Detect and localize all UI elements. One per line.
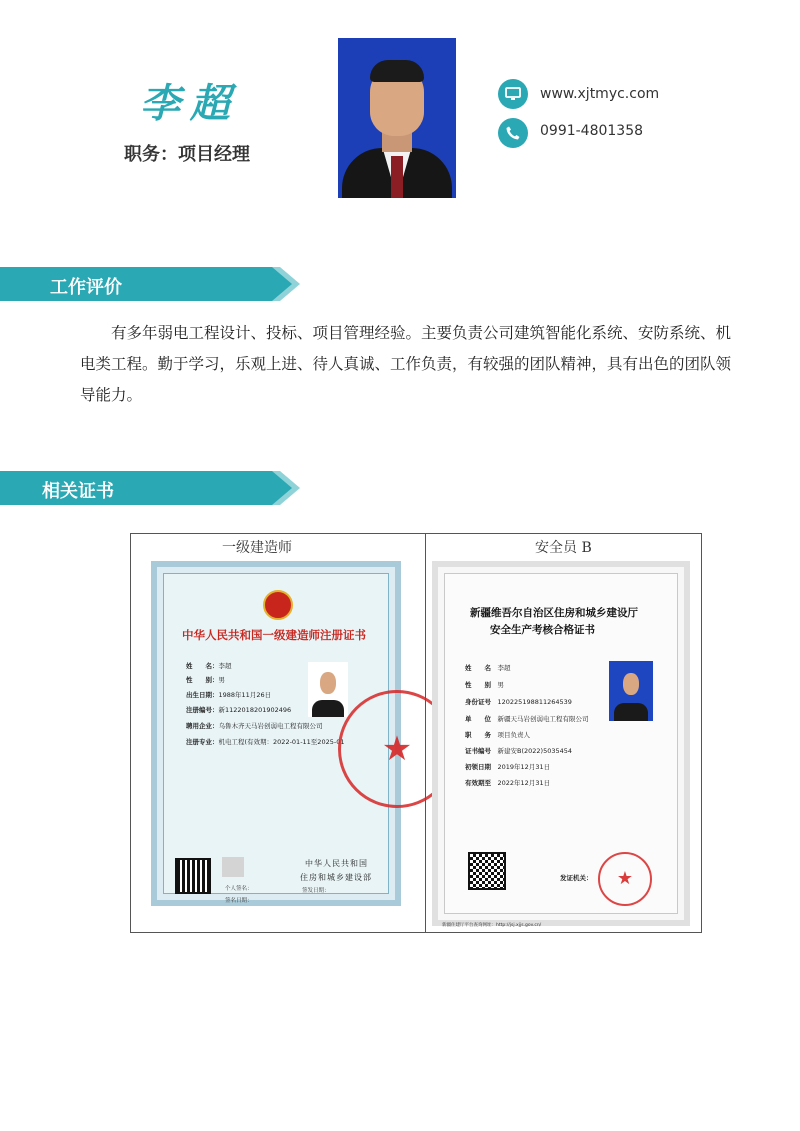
cert1-row-company: 聘用企业：乌鲁木齐天马岩创弱电工程有限公司 <box>186 722 323 730</box>
cert2-photo <box>609 661 653 721</box>
website-text: www.xjtmyc.com <box>540 86 660 102</box>
cert2-row-issue: 初领日期 2019年12月31日 <box>465 763 551 771</box>
cert2-row-gender: 性 别 男 <box>465 681 504 689</box>
cert2-official-seal: ★ <box>598 852 652 906</box>
cert2-issuer-label: 发证机关： <box>560 874 593 882</box>
cert2-caption: 安全员 B <box>535 540 592 556</box>
cert2-row-valid: 有效期至 2022年12月31日 <box>465 779 551 787</box>
phone-icon <box>498 118 528 148</box>
profile-photo <box>338 38 456 198</box>
cert2-row-duty: 职 务 项目负责人 <box>465 731 530 739</box>
cert2-row-name: 姓 名 李超 <box>465 664 511 672</box>
phone-text: 0991-4801358 <box>540 123 644 139</box>
cert2-row-unit: 单 位 新疆天马岩创弱电工程有限公司 <box>465 715 589 723</box>
cert2-footer: 新疆住建厅平台查询网址：http://jsj.xjjs.gov.cn/ <box>442 923 542 928</box>
cert2-title-1: 新疆维吾尔自治区住房和城乡建设厅 <box>470 607 638 619</box>
monitor-icon <box>498 79 528 109</box>
cert1-signature-image <box>222 857 244 877</box>
cert1-qr-code <box>175 858 211 894</box>
cert1-sign-label: 个人签名： <box>225 886 253 892</box>
section-title-evaluation: 工作评价 <box>50 277 122 298</box>
cert1-issue-date-label: 签发日期： <box>302 888 330 894</box>
cert2-title-2: 安全生产考核合格证书 <box>490 624 595 636</box>
cert1-sign-date-label: 签名日期： <box>225 898 253 904</box>
cert2-row-id: 身份证号 120225198811264539 <box>465 698 572 706</box>
cert1-row-major: 注册专业：机电工程(有效期：2022-01-11至2025-01 <box>186 738 345 746</box>
person-name: 李超 <box>140 80 240 127</box>
cert1-title: 中华人民共和国一级建造师注册证书 <box>182 628 366 642</box>
section-banner-evaluation <box>0 267 292 301</box>
cert1-caption: 一级建造师 <box>222 540 292 556</box>
cert1-row-reg: 注册编号：新1122018201902496 <box>186 706 292 714</box>
cert2-row-cert-no: 证书编号 新建安B(2022)5035454 <box>465 747 573 755</box>
cert1-issuer-1: 中华人民共和国 <box>305 859 368 868</box>
official-seal-stamp: ★ <box>338 690 456 808</box>
section-title-certificates: 相关证书 <box>42 481 114 502</box>
job-title: 职务：项目经理 <box>124 144 250 165</box>
cert1-issuer-2: 住房和城乡建设部 <box>300 873 372 882</box>
national-emblem-icon <box>263 590 293 620</box>
cert2-qr-code <box>468 852 506 890</box>
evaluation-text: 有多年弱电工程设计、投标、项目管理经验。主要负责公司建筑智能化系统、安防系统、机电类工程。勤于学习，乐观上进、待人真诚、工作负责，有较强的团队精神，具有出色的团队领导能力。 <box>80 324 732 404</box>
cert1-photo <box>308 662 348 717</box>
cert1-row-birth: 出生日期：1988年11月26日 <box>186 691 272 699</box>
cert1-row-gender: 性 别：男 <box>186 676 225 684</box>
cert1-row-name: 姓 名：李超 <box>186 662 232 670</box>
